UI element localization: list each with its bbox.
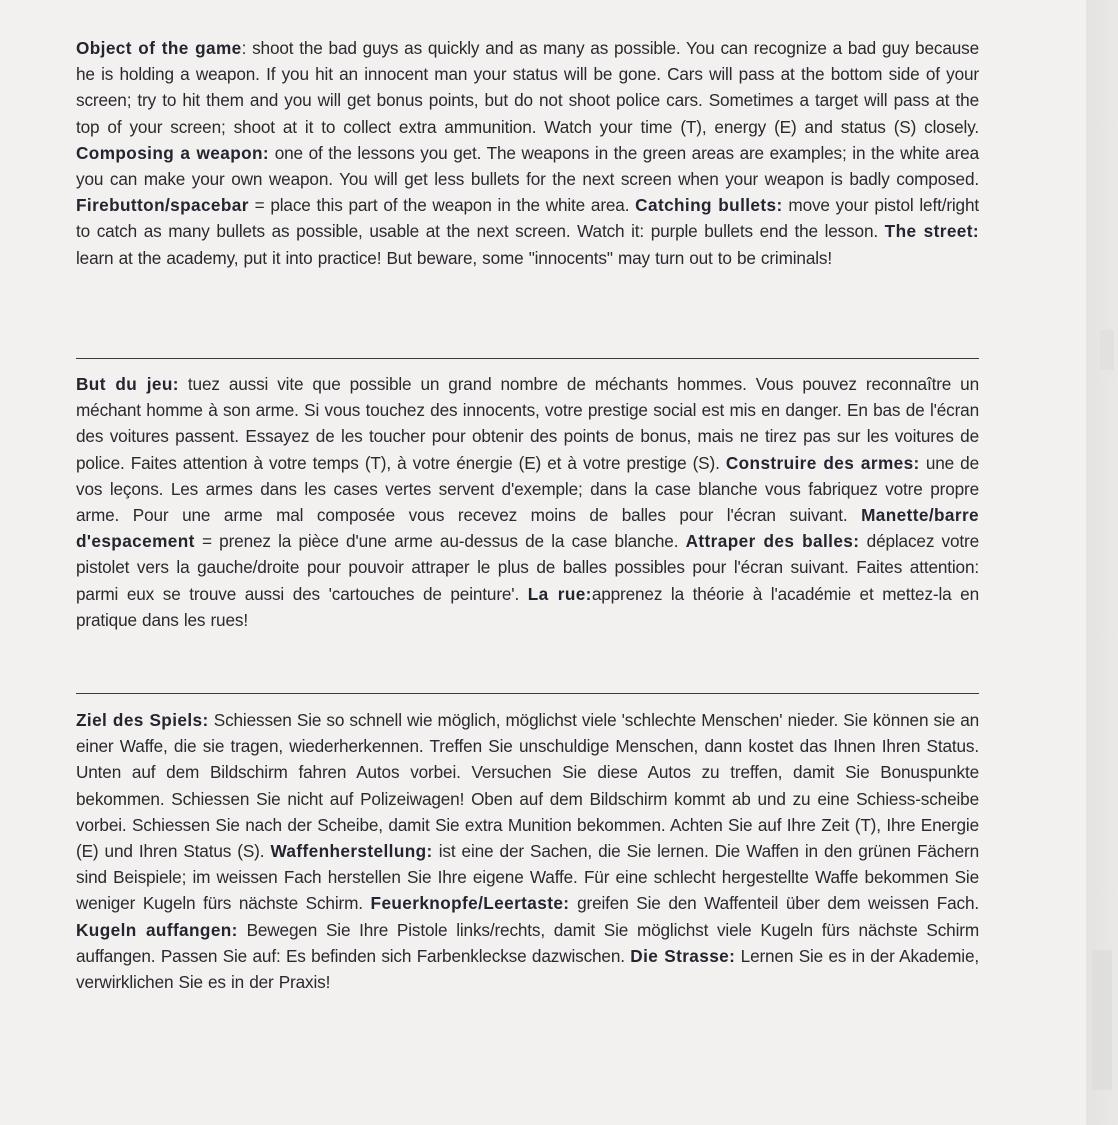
edge-shadow <box>1092 950 1112 1090</box>
body-text: Schiessen Sie so schnell wie möglich, möglichst viele 'schlechte Menschen' nieder. Sie können sie an einer Waffe, die sie tragen, wiederherkennen. Treffen Sie unschuldige Menschen, dann kostet das Ihnen Ihren Status. Unten auf dem Bildschirm fahren Autos vorbei. Versuchen Sie diese Autos zu treffen, damit Sie Bonuspunkte bekommen. Schiessen Sie nicht auf Polizeiwagen! Oben auf dem Bildschirm kommt ab und zu eine Schiess-scheibe vorbei. Schiessen Sie nach der Scheibe, damit Sie extra Munition bekommen. Achten Sie auf Ihre Zeit (T), Ihre Energie (E) und Ihren Status (S). <box>76 710 980 862</box>
section-divider <box>76 358 979 359</box>
heading-catching-bullets: Catching bullets: <box>635 195 783 216</box>
heading-manette-barre-d-espacement: Manette/barre d'espacement <box>76 505 979 552</box>
heading-waffenherstellung: Waffenherstellung: <box>270 841 433 862</box>
german-instructions <box>76 707 979 995</box>
heading-but-du-jeu: But du jeu: <box>76 374 179 394</box>
heading-firebutton-spacebar: Firebutton/spacebar <box>76 195 249 216</box>
heading-construire-des-armes: Construire des armes: <box>725 452 920 473</box>
body-text: = prenez la pièce d'une arme au-dessus de la case blanche. <box>194 531 686 552</box>
heading-kugeln-auffangen: Kugeln auffangen: <box>76 919 238 940</box>
section-divider <box>76 693 979 694</box>
heading-composing-a-weapon: Composing a weapon: <box>76 142 270 163</box>
body-text: une de vos leçons. Les armes dans les cases vertes servent d'exemple; dans la case blanche vous fabriquez votre propre arme. Pour une arme mal composée vous recevez moins de balles pour l'écran suivant. <box>76 452 979 526</box>
body-text: : shoot the bad guys as quickly and as many as possible. You can recognize a bad guy because he is holding a weapon. If you hit an innocent man your status will be gone. Cars will pass at the bottom side of your screen; try to hit them and you will get bonus points, but do not shoot police cars. Sometimes a target will pass at the top of your screen; shoot at it to collect extra ammunition. Watch your time (T), energy (E) and status (S) closely. <box>76 38 979 137</box>
body-text: greifen Sie den Waffenteil über dem weissen Fach. <box>569 893 979 914</box>
heading-the-street: The street: <box>884 221 979 242</box>
heading-feuerknopfe-leertaste: Feuerknopfe/Leertaste: <box>370 893 570 914</box>
body-text: one of the lessons you get. The weapons in the green areas are examples; in the white area you can make your own weapon. You will get less bullets for the next screen when your weapon is badly composed. <box>76 142 979 190</box>
body-text: move your pistol left/right to catch as many bullets as possible, usable at the next screen. Watch it: purple bullets end the lesson. <box>76 195 980 242</box>
french-instructions <box>76 371 979 633</box>
heading-la-rue: La rue: <box>527 583 592 604</box>
body-text: déplacez votre pistolet vers la gauche/droite pour pouvoir attraper le plus de balles possibles pour l'écran suivant. Faites attention: parmi eux se trouve aussi des 'cartouches de peinture'. <box>76 531 979 604</box>
body-text: Bewegen Sie Ihre Pistole links/rechts, damit Sie möglichst viele Kugeln fürs nächste Schirm auffangen. Passen Sie auf: Es befinden sich Farbenkleckse dazwischen. <box>76 919 980 966</box>
body-text: = place this part of the weapon in the white area. <box>248 195 636 216</box>
body-text: learn at the academy, put it into practice! But beware, some "innocents" may turn out to be criminals! <box>76 247 832 268</box>
heading-object-of-the-game: Object of the game <box>76 38 242 58</box>
edge-shadow <box>1100 330 1114 370</box>
heading-attraper-des-balles: Attraper des balles: <box>685 531 860 552</box>
heading-ziel-des-spiels: Ziel des Spiels: <box>76 710 209 730</box>
body-text: Lernen Sie es in der Akademie, verwirklichen Sie es in der Praxis! <box>76 945 979 993</box>
body-text: apprenez la théorie à l'académie et mettez-la en pratique dans les rues! <box>76 583 979 630</box>
body-text: ist eine der Sachen, die Sie lernen. Die Waffen in den grünen Fächern sind Beispiele; im weissen Fach herstellen Sie Ihre eigene Waffe. Für eine schlecht hergestellte Waffe bekommen Sie weniger Kugeln fürs nächste Schirm. <box>76 841 979 914</box>
english-instructions <box>76 35 979 271</box>
heading-die-strasse: Die Strasse: <box>630 945 736 966</box>
body-text: tuez aussi vite que possible un grand nombre de méchants hommes. Vous pouvez reconnaître un méchant homme à son arme. Si vous touchez des innocents, votre prestige social est mis en danger. En bas de l'écran des voitures passent. Essayez de les toucher pour obtenir des points de bonus, mais ne tirez pas sur les voitures de police. Faites attention à votre temps (T), à votre énergie (E) et à votre prestige (S). <box>76 374 979 473</box>
